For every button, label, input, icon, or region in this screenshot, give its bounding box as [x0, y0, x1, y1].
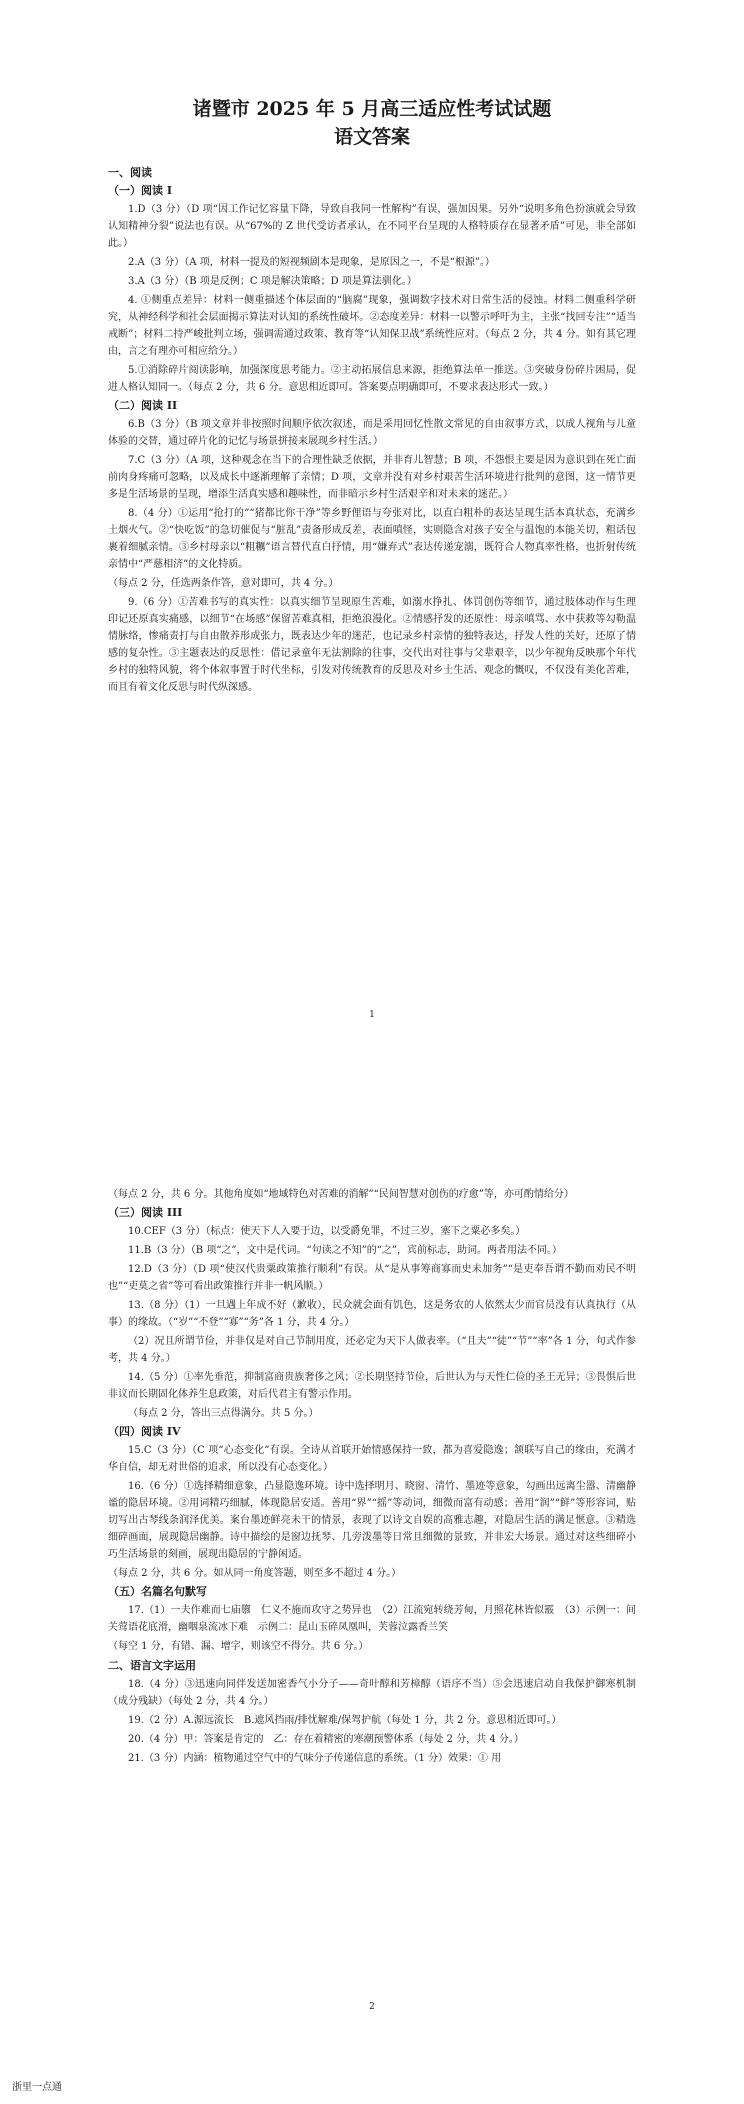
answer-paragraph: 12.D（3 分）（D 项“使汉代贵粟政策推行顺利”有误。从“是从事筹商寡而史未加务”“是吏奉吾谓不勤而劝民不明也”“吏莫之省”等可看出政策推行并非一帆风顺。） [108, 1264, 636, 1292]
answer-paragraph: （每点 2 分，答出三点得满分。共 5 分。） [128, 1408, 319, 1419]
answer-paragraph: 3.A（3 分）（B 项是反例；C 项是解决策略；D 项是算法驯化。） [128, 276, 417, 287]
subsection-heading: （四）阅读 IV [108, 1425, 181, 1438]
answer-paragraph: 15.C（3 分）（C 项“心态变化”有误。全诗从首联开始情感保持一致，都为喜爱隐逸；颔联写自己的缘由，充满才华自信，却无对世俗的追求，所以没有心态变化。） [108, 1445, 636, 1473]
page-2-content [108, 1184, 636, 1767]
page-2-blocks [108, 1186, 636, 1767]
answer-paragraph: 19.（2 分）A.源远流长 B.遮风挡雨/排忧解难/保驾护航（每处 1 分，共 2 分。意思相近即可。） [128, 1715, 562, 1726]
page-1-content [108, 96, 636, 696]
page-1-blocks [108, 164, 636, 696]
answer-paragraph: 21.（3 分）内涵：植物通过空气中的气味分子传递信息的系统。（1 分）效果：① 用 [128, 1753, 502, 1764]
answer-paragraph: 8.（4 分）①运用“抢打的”“猪都比你干净”等乡野俚语与夸张对比，以直白粗朴的表达呈现生活本真状态，充满乡土烟火气。②“快吃饭”的急切催促与“脏乱”责备形成反差，表面嗔怪，实则隐含对孩子安全与温饱的本能关切，粗话包裹着细腻亲情。③乡村母亲以“粗糲”语言替代直白抒情，用“嫌弃式”表达传递宠溺，既符合人物真率性格，也折射传统亲情中“严慈相济”的文化特质。 [108, 508, 636, 570]
answer-paragraph: （每点 2 分，共 6 分。其他角度如“地域特色对苦难的消解”“民间智慧对创伤的疗愈”等，亦可酌情给分） [108, 1189, 574, 1200]
answer-paragraph: （每点 2 分，任选两条作答，意对即可，共 4 分。） [108, 578, 339, 589]
answer-paragraph: 1.D（3 分）（D 项“因工作记忆容量下降，导致自我同一性解构”有误，强加因果。另外“说明多角色扮演就会导致认知精神分裂”说法也有误。从“67%的 Z 世代受访者承认，在不同平台呈现的人格特质存在显著矛盾”可见，非全部如此。） [108, 204, 636, 249]
answer-paragraph: 20.（4 分）甲：答案是肯定的 乙：存在着精密的寒潮预警体系（每处 2 分，共 4 分。） [128, 1734, 524, 1745]
exam-title: 诸暨市 2025 年 5 月高三适应性考试试题 [192, 98, 552, 120]
answer-paragraph: 18.（4 分）③迅速向同伴发送加密香气小分子——奇叶醇和芳樟醇（语序不当）⑤会迅速启动自我保护御寒机制（成分残缺）（每处 2 分，共 4 分。） [108, 1679, 636, 1707]
answer-paragraph: 16.（6 分）①选择精细意象，凸显隐逸环境。诗中选择明月、晓窗、清竹、墨迹等意象，勾画出远离尘嚣、清幽静谧的隐居环境。②用词精巧细腻，体现隐居安适。善用“界”“摇”等动词，细微而富有动感；善用“润”“鲜”等形容词，贴切写出古琴线条润泽优美。案台墨迹鲜亮未干的情景，表现了以诗文自娱的高雅志趣，对隐居生活的满足惬意。③精选细碎画面，展现隐居幽静。诗中描绘的是窗边抚琴、几旁泼墨等日常且细微的景致，并非宏大场景。通过对这些细碎小巧生活场景的刻画，展现出隐居的宁静闲适。 [108, 1481, 636, 1560]
answer-page-1 [0, 0, 744, 1050]
answer-page-2 [0, 1050, 744, 2104]
answer-paragraph: 5.①消除碎片阅读影响，加强深度思考能力。②主动拓展信息来源，拒绝算法单一推送。③突破身份碎片困局，促进人格认知同一。（每点 2 分，共 6 分。意思相近即可。答案要点明确即可，不要求表达形式一致。） [108, 365, 636, 393]
subsection-heading: （二）阅读 II [108, 399, 178, 412]
answer-paragraph: 10.CEF（3 分）（标点：使天下人入要于边，以受爵免罪，不过三岁，塞下之粟必多矣。） [128, 1226, 526, 1237]
answer-paragraph: （每点 2 分，共 6 分。如从同一角度答题，则至多不超过 4 分。） [108, 1568, 402, 1579]
section-heading: 一、阅读 [108, 166, 152, 179]
answer-paragraph: 9.（6 分）①苦难书写的真实性：以真实细节呈现原生苦难，如溺水挣扎、体罚创伤等细节，通过肢体动作与生理印记还原真实痛感，以细节“在场感”保留苦难真相，拒绝浪漫化。②情感抒发的还原性：母亲嗔骂、水中获救等勾勒温情脉络，惨痛责打与自由散养形成张力，既表达少年的迷茫，也记录乡村亲情的独特表达，抒发人性的关好，还原了情感的复杂性。③主题表达的反思性：借记录童年无法割除的往事，交代出对往事与父辈艰辛，以少年视角反映那个年代乡村的独特风貌，将个体叙事置于时代坐标，引发对传统教育的反思及对乡土生活、观念的慨叹，不仅没有美化苦难，而且有着文化反思与时代纵深感。 [108, 597, 636, 693]
subsection-heading: （三）阅读 III [108, 1206, 183, 1219]
page-number: 2 [369, 2002, 375, 2012]
answer-paragraph: 2.A（3 分）（A 项，材料一提及的短视频剧本是现象，是原因之一，不是“根源”。） [128, 257, 495, 268]
answer-paragraph: （2）况且所谓节俭，并非仅是对自己节制用度，还必定为天下人做表率。（“且夫”“徒”“节”“率”各 1 分，句式作参考，共 4 分。） [108, 1336, 636, 1364]
watermark-footer: 浙里一点通 [12, 2082, 62, 2093]
answer-paragraph: 6.B（3 分）（B 项文章并非按照时间顺序依次叙述，而是采用回忆性散文常见的自由叙事方式，以成人视角与儿童体验的交替，通过碎片化的记忆与场景拼接来展现乡村生活。） [108, 419, 636, 447]
answer-paragraph: 4. ①侧重点差异：材料一侧重描述个体层面的“脑腐”现象，强调数字技术对日常生活的侵蚀。材料二侧重科学研究，从神经科学和社会层面揭示算法对认知的系统性破坏。②态度差异：材料一以警示呼吁为主，主张“找回专注”“适当戒断”；材料二持严峻批判立场，强调需通过政策、教育等“认知保卫战”系统性应对。（每点 2 分，共 4 分。如有其它理由，言之有理亦可相应给分。） [108, 295, 636, 357]
answer-paragraph: 14.（5 分）①率先垂范，抑制富商贵族奢侈之风；②长期坚持节俭，后世认为与天性仁俭的圣王无异；③畏惧后世非议而长期固化体养生息政策，对后代君主有警示作用。 [108, 1372, 636, 1400]
exam-subtitle: 语文答案 [333, 126, 410, 148]
page-number: 1 [369, 1010, 375, 1020]
answer-paragraph: 7.C（3 分）（A 项，这种观念在当下的合理性缺乏依据，并非育儿智慧；B 项，不怨恨主要是因为意识到在死亡面前肉身疼痛可忽略，以及成长中逐渐理解了亲情；D 项，文章并没有对乡村艰苦生活环境进行批判的意图，这一情节更多是生活场景的呈现，增添生活真实感和趣味性，而非暗示乡村生活艰辛和对未来的迷茫。） [108, 455, 636, 500]
answer-paragraph: 13.（8 分）（1）一旦遇上年成不好（歉收），民众就会面有饥色，这是务农的人依然太少而官员没有认真执行（从事）的缘故。（“岁”“不登”“寡”“务”各 1 分，共 4 分。） [108, 1300, 636, 1328]
answer-paragraph: 11.B（3 分）（B 项“之”，文中是代词。“句读之不知”的“之”，宾前标志，助词。两者用法不同。） [128, 1245, 562, 1256]
section-heading: 二、语言文字运用 [108, 1659, 196, 1672]
subsection-heading: （五）名篇名句默写 [108, 1585, 207, 1598]
answer-paragraph: 17.（1）一夫作难而七庙隳 仁义不施而攻守之势异也 （2）江流宛转绕芳甸，月照花林皆似霰 （3）示例一：间关莺语花底滑，幽咽泉流冰下难 示例二：昆山玉碎凤凰叫，芙蓉泣露香兰笑 [108, 1605, 636, 1633]
answer-paragraph: （每空 1 分，有错、漏、增字，则该空不得分。共 6 分。） [108, 1641, 369, 1652]
subsection-heading: （一）阅读 I [108, 184, 172, 197]
